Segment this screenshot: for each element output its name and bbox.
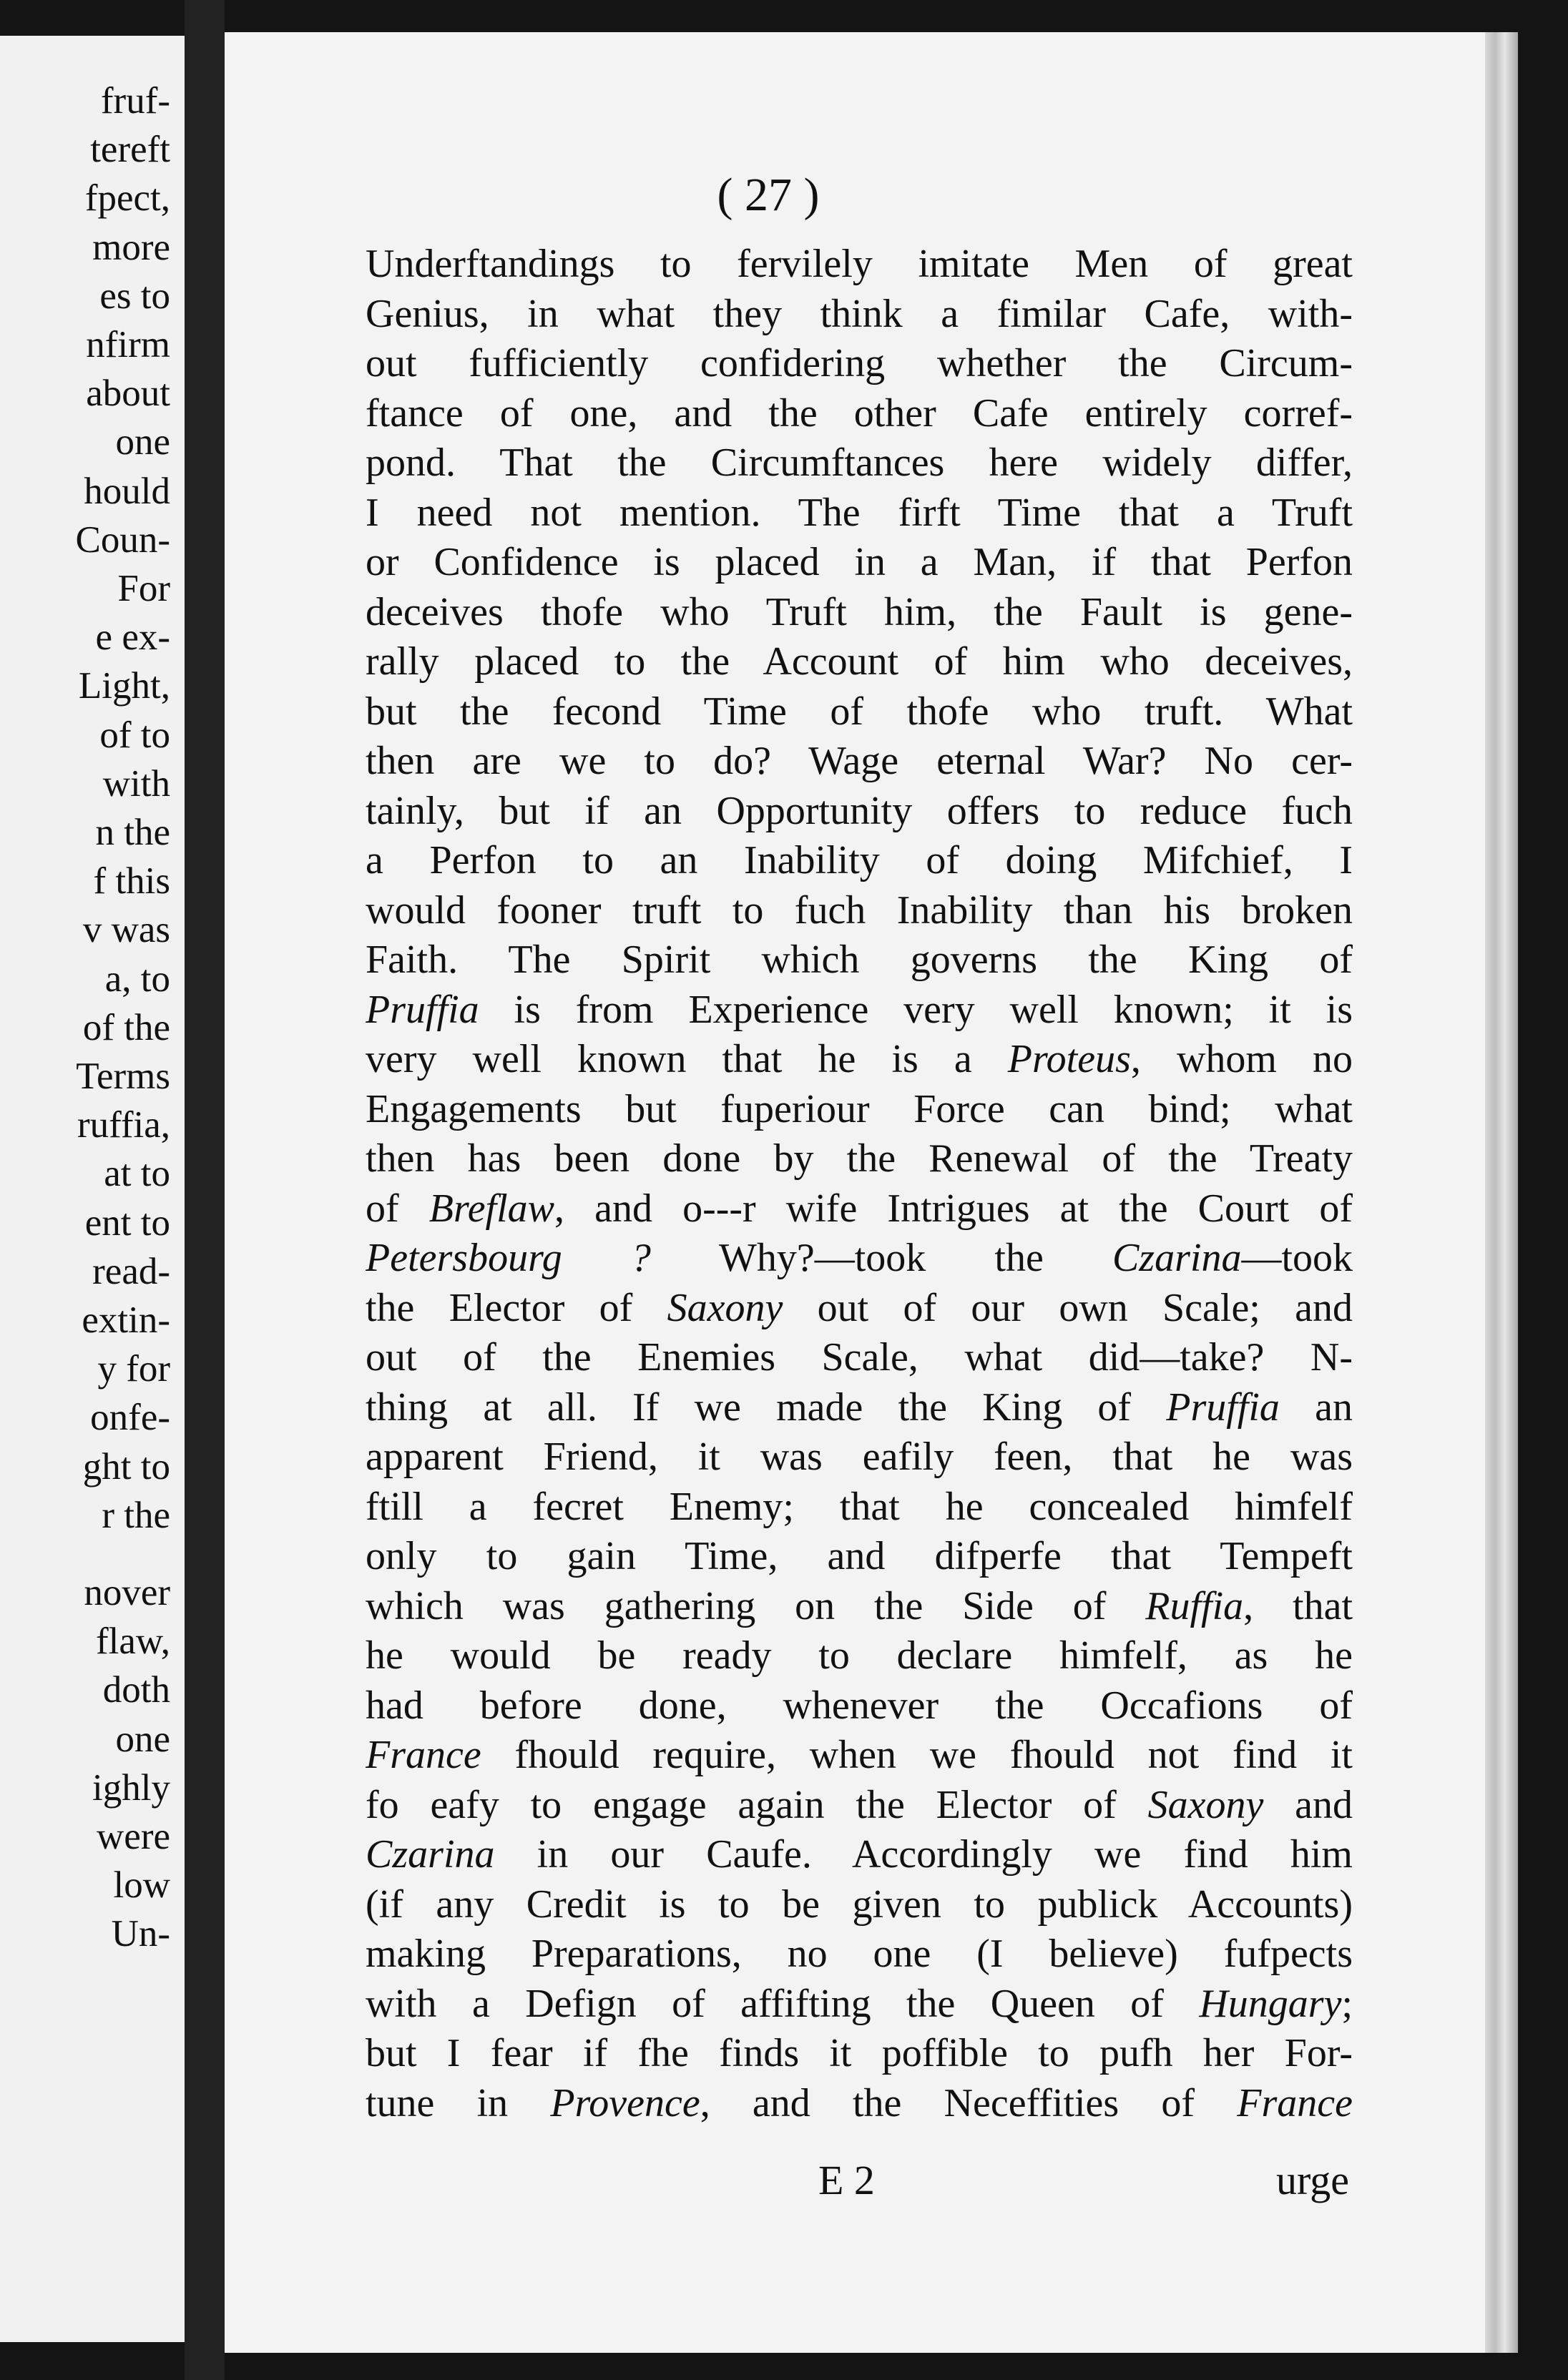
- left-page-line: of to: [99, 714, 170, 756]
- text-line: [366, 1731, 1353, 1781]
- italic-word: France: [366, 1733, 481, 1777]
- text-line: [366, 339, 1353, 389]
- left-page-line: more: [92, 226, 170, 268]
- text-line: [366, 1284, 1353, 1334]
- text-segment: pond. That the Circumftances here widely differ,: [366, 441, 1353, 485]
- left-page-line: y for: [97, 1348, 170, 1390]
- text-line: [366, 1333, 1353, 1383]
- text-line: [366, 1383, 1353, 1433]
- text-segment: , that: [1243, 1583, 1353, 1628]
- text-segment: the Elector of: [366, 1285, 667, 1330]
- text-line: [366, 1482, 1353, 1533]
- left-page-line: ght to: [82, 1445, 170, 1488]
- left-page-line: one: [115, 1718, 170, 1760]
- text-segment: (if any Credit is to be given to publick Accounts): [366, 1882, 1353, 1927]
- left-page-line: f this: [93, 860, 170, 903]
- text-segment: , and o---r wife Intrigues at the Court of: [554, 1186, 1353, 1231]
- left-page-line: low: [113, 1864, 170, 1907]
- text-line: [366, 538, 1353, 588]
- text-line: [366, 1781, 1353, 1831]
- text-segment: , and the Neceffities of: [700, 2080, 1238, 2125]
- text-line: [366, 1830, 1353, 1880]
- text-line: [366, 588, 1353, 638]
- left-page-line: were: [97, 1816, 170, 1857]
- text-segment: Underftandings to fervilely imitate Men of great: [366, 242, 1353, 286]
- text-segment: tune in: [366, 2080, 551, 2125]
- text-segment: is from Experience very well known; it is: [479, 987, 1353, 1032]
- italic-word: Petersbourg ?: [366, 1236, 651, 1280]
- italic-word: Pruffia: [366, 987, 479, 1032]
- text-segment: ftance of one, and the other Cafe entirely corref-: [366, 390, 1353, 436]
- text-segment: apparent Friend, it was eafily feen, that he was: [366, 1435, 1353, 1479]
- text-segment: an: [1279, 1385, 1353, 1430]
- left-page-line: fruf-: [100, 80, 170, 122]
- left-page-line: tereft: [90, 129, 170, 171]
- page-edge: [1485, 32, 1518, 2353]
- left-page-line: nfirm: [86, 324, 170, 365]
- text-line: [366, 1234, 1353, 1284]
- left-page-line: ighly: [92, 1766, 170, 1809]
- italic-word: France: [1237, 2080, 1353, 2125]
- text-segment: but I fear if fhe finds it poffible to pufh her For-: [366, 2031, 1353, 2075]
- text-line: [366, 985, 1353, 1036]
- text-segment: making Preparations, no one (I believe) fufpects: [366, 1932, 1353, 1976]
- text-segment: out fufficiently confidering whether the Circum-: [366, 341, 1353, 385]
- left-page-line: Terms: [76, 1056, 170, 1097]
- italic-word: Proteus: [1007, 1037, 1131, 1081]
- text-line: [366, 488, 1353, 539]
- text-segment: or Confidence is placed in a Man, if that Perfon: [366, 540, 1353, 584]
- text-segment: —took: [1241, 1236, 1353, 1280]
- text-line: [366, 1880, 1353, 1930]
- text-line: [366, 240, 1353, 290]
- text-segment: then has been done by the Renewal of the Treaty: [366, 1136, 1353, 1181]
- text-segment: Genius, in what they think a fimilar Cafe, with-: [366, 291, 1353, 336]
- text-segment: he would be ready to declare himfelf, as he: [366, 1633, 1353, 1678]
- text-segment: deceives thofe who Truft him, the Fault is gene-: [366, 589, 1353, 634]
- text-line: [366, 1929, 1353, 1980]
- text-segment: thing at all. If we made the King of: [366, 1385, 1167, 1430]
- text-segment: out of the Enemies Scale, what did—take? N-: [366, 1335, 1353, 1380]
- italic-word: Hungary: [1199, 1981, 1342, 2026]
- text-line: [366, 1432, 1353, 1482]
- left-page-line: For: [117, 568, 170, 609]
- text-line: [366, 2079, 1353, 2129]
- italic-word: Czarina: [1112, 1236, 1242, 1280]
- text-line: [366, 687, 1353, 737]
- left-page-line: at to: [104, 1153, 170, 1195]
- text-segment: Engagements but fuperiour Force can bind; what: [366, 1086, 1353, 1131]
- left-page-line: ent to: [84, 1201, 170, 1244]
- left-page-line: of the: [82, 1006, 170, 1048]
- text-segment: of: [366, 1186, 429, 1231]
- left-page-line: read-: [92, 1250, 170, 1292]
- text-segment: with a Defign of affifting the Queen of: [366, 1981, 1200, 2026]
- text-segment: very well known that he is a: [366, 1037, 1008, 1081]
- text-segment: which was gathering on the Side of: [366, 1583, 1146, 1628]
- text-segment: fhould require, when we fhould not find it: [481, 1733, 1353, 1777]
- italic-word: Saxony: [667, 1285, 783, 1330]
- left-page-line: v was: [82, 909, 170, 951]
- italic-word: Czarina: [366, 1832, 495, 1877]
- left-page-line: with: [102, 762, 170, 805]
- text-line: [366, 438, 1353, 488]
- italic-word: Saxony: [1147, 1782, 1264, 1827]
- left-page-line: one: [115, 421, 170, 463]
- text-segment: tainly, but if an Opportunity offers to reduce fuch: [366, 788, 1353, 833]
- text-line: [366, 836, 1353, 886]
- text-segment: Faith. The Spirit which governs the King of: [366, 938, 1353, 982]
- page-number: ( 27 ): [717, 169, 820, 221]
- text-line: [366, 1681, 1353, 1731]
- left-page: [0, 36, 185, 2342]
- left-page-line: n the: [95, 812, 170, 853]
- text-line: [366, 1582, 1353, 1632]
- text-line: [366, 787, 1353, 837]
- left-page-line: Light,: [78, 665, 170, 707]
- text-line: [366, 637, 1353, 687]
- text-line: [366, 1184, 1353, 1234]
- italic-word: Pruffia: [1166, 1385, 1280, 1430]
- text-line: [366, 1532, 1353, 1582]
- text-segment: , whom no: [1130, 1037, 1353, 1081]
- text-segment: then are we to do? Wage eternal War? No cer-: [366, 739, 1353, 783]
- text-segment: a Perfon to an Inability of doing Mifchief, I: [366, 838, 1353, 882]
- text-line: [366, 389, 1353, 439]
- left-page-line: es to: [99, 275, 170, 317]
- text-line: [366, 886, 1353, 936]
- text-line: [366, 1134, 1353, 1184]
- body-text: [366, 240, 1518, 2128]
- text-segment: in our Caufe. Accordingly we find him: [494, 1832, 1353, 1877]
- left-page-line: r the: [102, 1494, 170, 1536]
- text-line: [366, 1085, 1353, 1135]
- left-page-line: hould: [84, 470, 170, 512]
- text-segment: had before done, whenever the Occafions of: [366, 1683, 1353, 1728]
- text-segment: out of our own Scale; and: [783, 1285, 1353, 1330]
- text-line: [366, 935, 1353, 985]
- left-page-line: ruffia,: [77, 1104, 170, 1146]
- text-segment: I need not mention. The firft Time that a Truft: [366, 490, 1353, 535]
- text-segment: but the fecond Time of thofe who truft. What: [366, 689, 1353, 734]
- text-line: [366, 1980, 1353, 2030]
- left-page-line: nover: [84, 1572, 170, 1613]
- signature-mark: E 2: [818, 2157, 875, 2203]
- text-line: [366, 2029, 1353, 2079]
- right-page: [225, 32, 1518, 2353]
- left-page-line: flaw,: [96, 1621, 170, 1663]
- text-segment: ;: [1341, 1981, 1353, 2026]
- left-page-line: onfe-: [90, 1397, 170, 1439]
- text-line: [366, 737, 1353, 787]
- left-page-line: extin-: [82, 1299, 170, 1341]
- text-segment: rally placed to the Account of him who deceives,: [366, 639, 1353, 684]
- left-page-line: Coun-: [75, 518, 170, 561]
- text-segment: fo eafy to engage again the Elector of: [366, 1782, 1148, 1827]
- book-gutter: [185, 0, 225, 2380]
- catchword: urge: [1276, 2157, 1350, 2203]
- text-segment: only to gain Time, and difperfe that Tempeft: [366, 1534, 1353, 1578]
- left-page-line: about: [86, 373, 170, 415]
- left-page-line: e ex-: [95, 616, 170, 659]
- text-line: [366, 1035, 1353, 1085]
- text-segment: and: [1263, 1782, 1353, 1827]
- text-segment: Why?—took the: [650, 1236, 1112, 1280]
- text-line: [366, 1631, 1353, 1681]
- italic-word: Ruffia: [1145, 1583, 1244, 1628]
- left-page-line: fpect,: [84, 177, 170, 220]
- left-page-line: Un-: [111, 1913, 170, 1955]
- italic-word: Breflaw: [428, 1186, 555, 1231]
- text-segment: would fooner truft to fuch Inability than his broken: [366, 887, 1353, 933]
- text-segment: ftill a fecret Enemy; that he concealed himfelf: [366, 1484, 1353, 1529]
- left-page-line: doth: [102, 1669, 170, 1711]
- left-page-line: a, to: [104, 958, 170, 1000]
- italic-word: Provence: [550, 2080, 700, 2125]
- text-line: [366, 290, 1353, 340]
